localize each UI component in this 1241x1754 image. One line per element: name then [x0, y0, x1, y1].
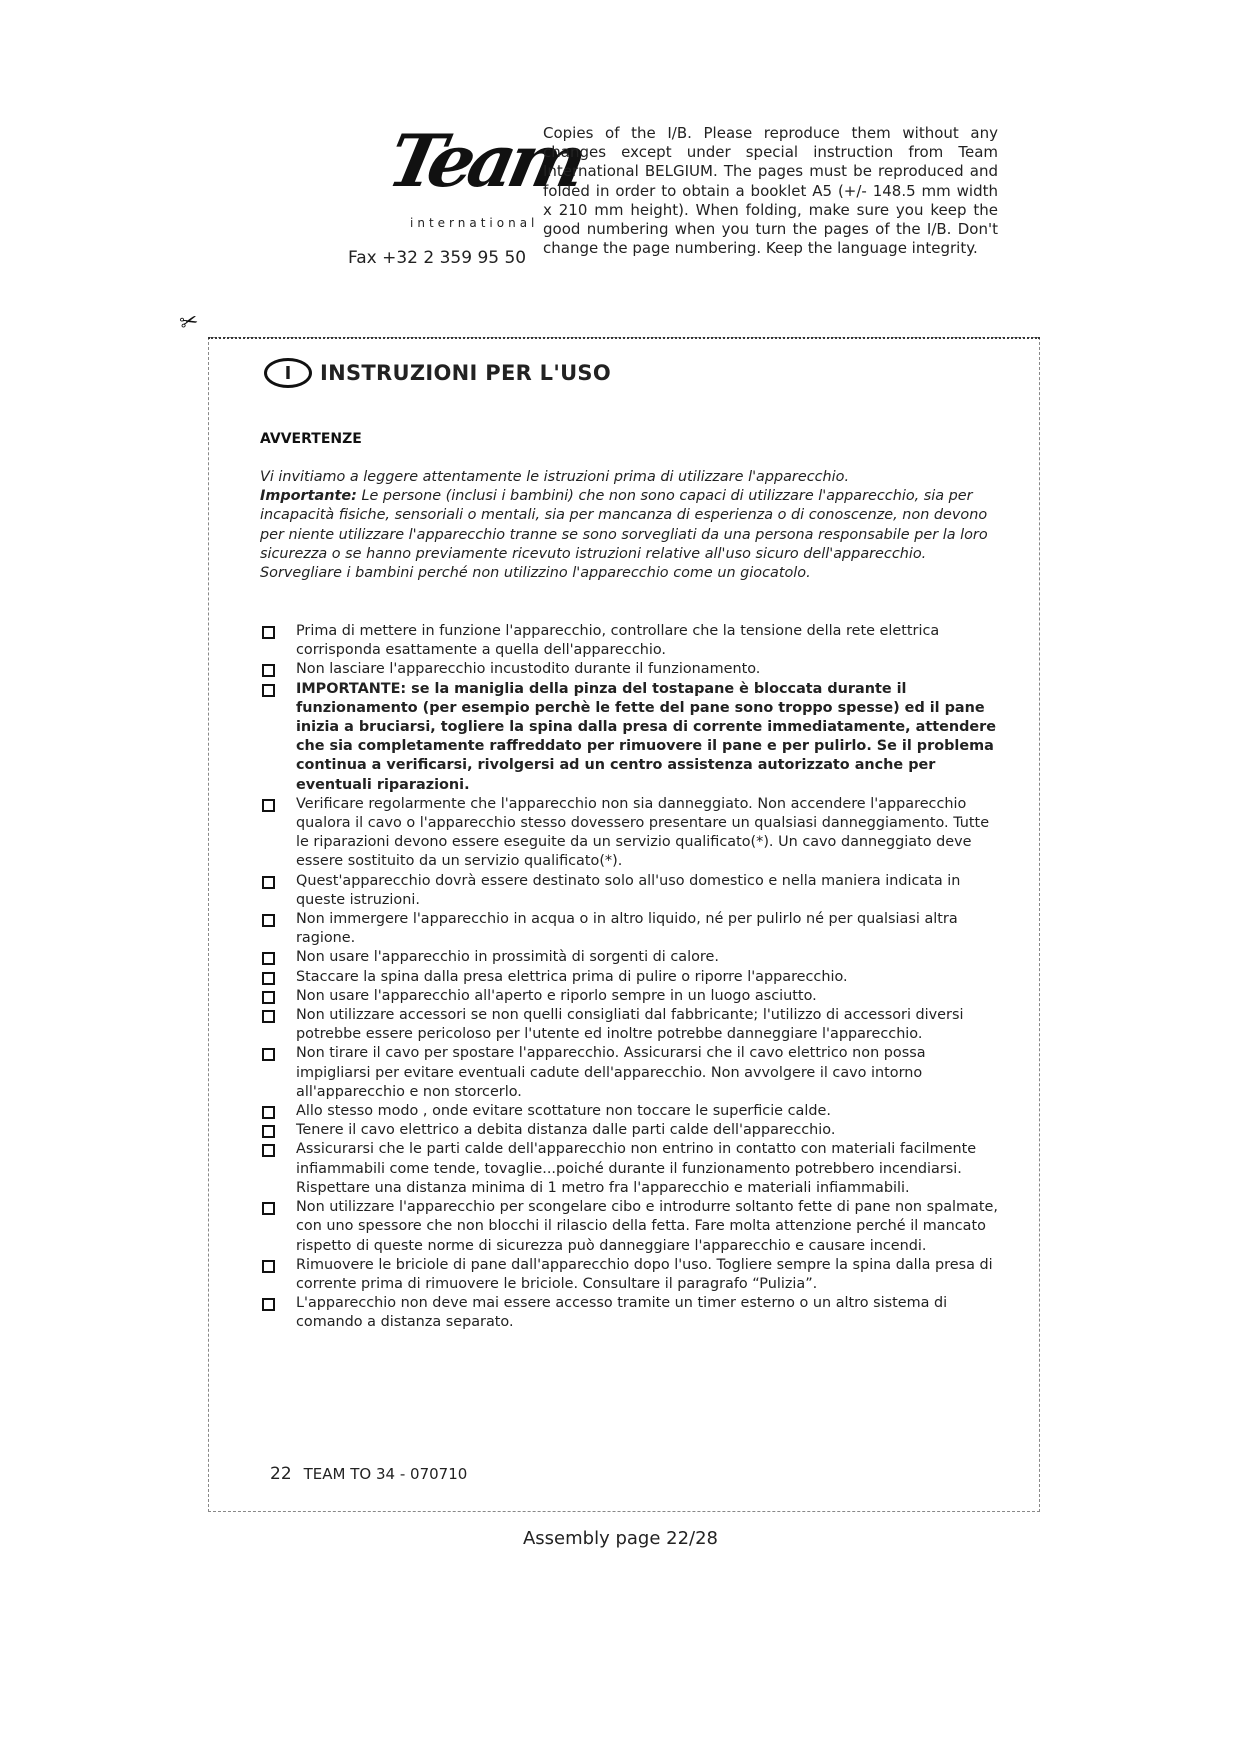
copies-instructions: Copies of the I/B. Please reproduce them without any changes except under special instruction from Team International BELGIUM. The pages must be reproduced and folded in order to obtain a booklet A5 (+/- 148.5 mm width x 210 mm height). When folding, make sure you keep the good numbering when you turn the pages of the I/B. Don't change the page numbering. Keep the language integrity.: [543, 124, 998, 258]
importante-text: Le persone (inclusi i bambini) che non sono capaci di utilizzare l'apparecchio, sia per incapacità fisiche, sensoriali o mentali, sia per mancanza di esperienza o di conoscenze, non devono per niente utilizzare l'apparecchio tranne se sono sorvegliati da una persona responsabile per la loro sicurezza o se hanno previamente ricevuto istruzioni relative all'uso sicuro dell'apparecchio.: [260, 488, 988, 562]
list-item: [260, 968, 1000, 987]
list-item-text: Prima di mettere in funzione l'apparecchio, controllare che la tensione della rete elettrica corrisponda esattamente a quella dell'apparecchio.: [296, 623, 940, 659]
list-item: [260, 872, 1000, 910]
checkbox-bullet-icon: [262, 799, 275, 812]
checkbox-bullet-icon: [262, 1125, 275, 1138]
list-item-text: IMPORTANTE: se la maniglia della pinza del tostapane è bloccata durante il funzionamento (per esempio perchè le fette del pane sono troppo spesse) ed il pane inizia a bruciarsi, togliere la spina dalla presa di corrente immediatamente, attendere che sia completamente raffreddato per rimuovere il pane e per pulirlo. Se il problema continua a verificarsi, rivolgersi ad un centro assistenza autorizzato anche per eventuali riparazioni.: [296, 680, 997, 793]
list-item: [260, 1121, 1000, 1140]
warnings-list: [260, 622, 1000, 1333]
team-logo: [370, 118, 590, 240]
list-item-text: Non lasciare l'apparecchio incustodito durante il funzionamento.: [296, 661, 761, 678]
list-item-text: Tenere il cavo elettrico a debita distanza dalle parti calde dell'apparecchio.: [296, 1122, 836, 1139]
list-item: [260, 1044, 1000, 1102]
list-item: [260, 622, 1000, 660]
list-item: [260, 680, 1000, 795]
checkbox-bullet-icon: [262, 626, 275, 639]
checkbox-bullet-icon: [262, 952, 275, 965]
model-code: TEAM TO 34 - 070710: [303, 1465, 468, 1483]
list-item: [260, 660, 1000, 679]
list-item: [260, 795, 1000, 872]
logo-subtitle: international: [410, 216, 539, 230]
checkbox-bullet-icon: [262, 991, 275, 1004]
checkbox-bullet-icon: [262, 1260, 275, 1273]
checkbox-bullet-icon: [262, 664, 275, 677]
list-item: [260, 987, 1000, 1006]
warnings-title: AVVERTENZE: [260, 431, 362, 447]
section-title: INSTRUZIONI PER L'USO: [320, 361, 612, 385]
intro-line-3: Sorvegliare i bambini perché non utilizzino l'apparecchio come un giocatolo.: [260, 565, 811, 582]
list-item: [260, 1294, 1000, 1332]
list-item-text: Quest'apparecchio dovrà essere destinato solo all'uso domestico e nella maniera indicata in queste istruzioni.: [296, 872, 961, 908]
list-item-text: Assicurarsi che le parti calde dell'apparecchio non entrino in contatto con materiali facilmente infiammabili come tende, tovaglie...poiché durante il funzionamento potrebbero incendiarsi. Rispettare una distanza minima di 1 metro fra l'apparecchio e materiali infiammabili.: [296, 1141, 977, 1196]
list-item: [260, 1198, 1000, 1256]
list-item: [260, 1102, 1000, 1121]
checkbox-bullet-icon: [262, 1144, 275, 1157]
scissors-icon: ✂: [177, 308, 202, 337]
intro-paragraph: [260, 468, 1000, 583]
list-item-text: Non usare l'apparecchio in prossimità di sorgenti di calore.: [296, 949, 719, 966]
list-item-text: Verificare regolarmente che l'apparecchio non sia danneggiato. Non accendere l'apparecchio qualora il cavo o l'apparecchio stesso dovessero presentare un qualsiasi danneggiamento. Tutte le riparazioni devono essere eseguite da un servizio qualificato(*). Un cavo danneggiato deve essere sostituito da un servizio qualificato(*).: [296, 795, 990, 870]
checkbox-bullet-icon: [262, 914, 275, 927]
checkbox-bullet-icon: [262, 1298, 275, 1311]
language-badge: I: [264, 358, 312, 388]
list-item: [260, 1256, 1000, 1294]
page-number: 22: [270, 1464, 292, 1484]
checkbox-bullet-icon: [262, 684, 275, 697]
list-item-text: Non usare l'apparecchio all'aperto e riporlo sempre in un luogo asciutto.: [296, 987, 817, 1004]
list-item-text: Non utilizzare l'apparecchio per scongelare cibo e introdurre soltanto fette di pane non spalmate, con uno spessore che non blocchi il rilascio della fetta. Fare molta attenzione perché il mancato rispetto di queste norme di sicurezza può danneggiare l'apparecchio e causare incendi.: [296, 1199, 998, 1254]
list-item-text: Non immergere l'apparecchio in acqua o in altro liquido, né per pulirlo né per qualsiasi altra ragione.: [296, 911, 958, 947]
checkbox-bullet-icon: [262, 1106, 275, 1119]
checkbox-bullet-icon: [262, 876, 275, 889]
section-heading: [264, 358, 611, 388]
list-item-text: Rimuovere le briciole di pane dall'apparecchio dopo l'uso. Togliere sempre la spina dalla presa di corrente prima di rimuovere le briciole. Consultare il paragrafo “Pulizia”.: [296, 1256, 993, 1292]
list-item-text: L'apparecchio non deve mai essere accesso tramite un timer esterno o un altro sistema di comando a distanza separato.: [296, 1295, 948, 1331]
intro-importante: [260, 487, 1000, 564]
logo-wordmark: Team: [380, 118, 590, 203]
list-item-text: Staccare la spina dalla presa elettrica prima di pulire o riporre l'apparecchio.: [296, 968, 848, 985]
list-item: [260, 948, 1000, 967]
checkbox-bullet-icon: [262, 1202, 275, 1215]
list-item: [260, 910, 1000, 948]
importante-label: Importante:: [260, 488, 357, 505]
list-item: [260, 1140, 1000, 1198]
checkbox-bullet-icon: [262, 972, 275, 985]
list-item-text: Allo stesso modo , onde evitare scottature non toccare le superficie calde.: [296, 1103, 831, 1120]
fax-number: Fax +32 2 359 95 50: [348, 248, 527, 268]
list-item: [260, 1006, 1000, 1044]
checkbox-bullet-icon: [262, 1048, 275, 1061]
cut-line: [208, 337, 1040, 339]
list-item-text: Non utilizzare accessori se non quelli consigliati dal fabbricante; l'utilizzo di accessori diversi potrebbe essere pericoloso per l'utente ed inoltre potrebbe danneggiare l'apparecchio.: [296, 1007, 964, 1043]
assembly-page-label: Assembly page 22/28: [522, 1528, 719, 1549]
checkbox-bullet-icon: [262, 1010, 275, 1023]
page-footer: [270, 1464, 467, 1484]
list-item-text: Non tirare il cavo per spostare l'apparecchio. Assicurarsi che il cavo elettrico non possa impigliarsi per evitare eventuali cadute dell'apparecchio. Non avvolgere il cavo intorno all'apparecchio e non storcerlo.: [296, 1045, 926, 1100]
intro-line-1: Vi invitiamo a leggere attentamente le istruzioni prima di utilizzare l'apparecchio.: [260, 469, 850, 485]
